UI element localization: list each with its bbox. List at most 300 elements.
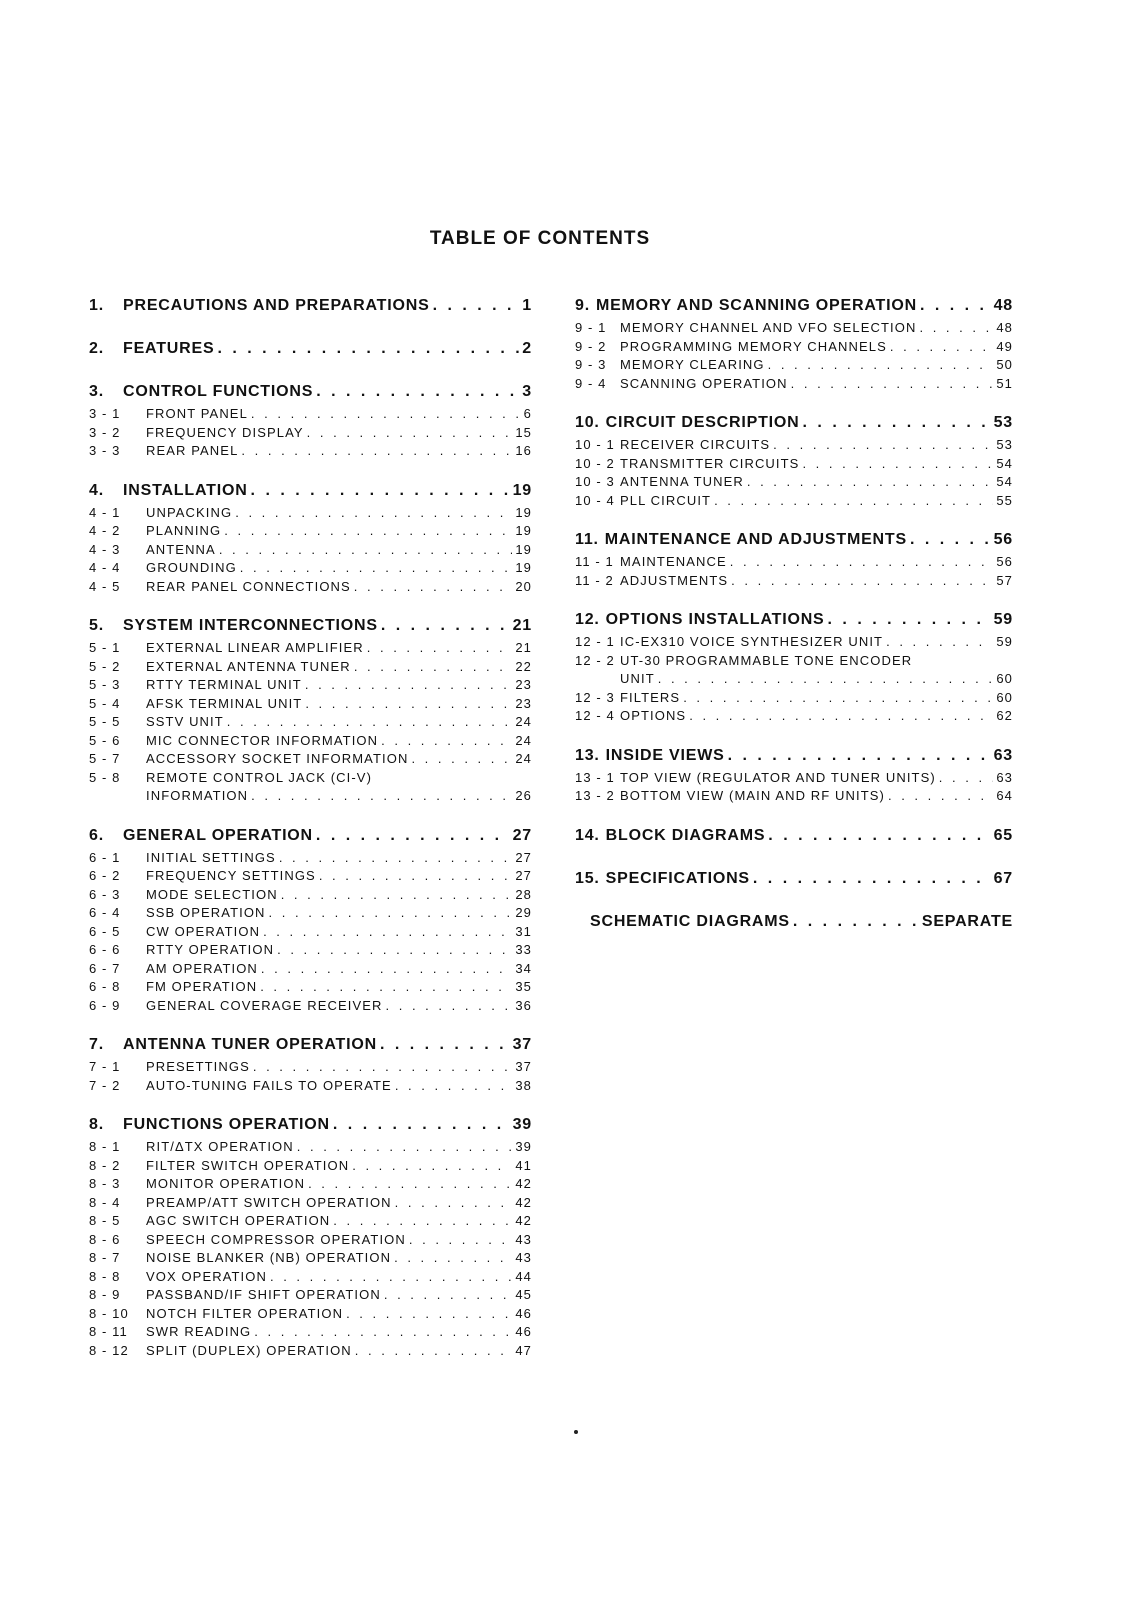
toc-subsection-page: 19 bbox=[515, 560, 532, 575]
toc-section-page: 53 bbox=[993, 414, 1013, 431]
dot-leader bbox=[910, 526, 991, 553]
toc-section-number: 6. bbox=[89, 826, 104, 844]
toc-subsection-page: 24 bbox=[515, 751, 532, 766]
toc-section-heading bbox=[89, 477, 532, 504]
toc-subsection-page: 24 bbox=[515, 732, 532, 748]
toc-subsection bbox=[89, 1342, 532, 1361]
toc-section-title-wrap bbox=[575, 292, 917, 319]
toc-subsection-title: ACCESSORY SOCKET INFORMATION bbox=[146, 751, 409, 766]
toc-section-title: CIRCUIT DESCRIPTION bbox=[605, 414, 800, 431]
toc-subsection-page: 37 bbox=[515, 1059, 532, 1074]
toc-section-title-wrap bbox=[89, 1111, 330, 1138]
toc-subsection-number: 10 - 3 bbox=[575, 474, 615, 489]
toc-section bbox=[89, 335, 532, 362]
toc-subsection-number: 6 - 1 bbox=[89, 849, 121, 865]
dot-leader bbox=[395, 1077, 513, 1096]
toc-subsection-title: PASSBAND/IF SHIFT OPERATION bbox=[146, 1287, 381, 1302]
toc-subsection-title-cont: UNIT bbox=[620, 671, 655, 686]
toc-section-number: 7. bbox=[89, 1036, 104, 1053]
toc-section-heading bbox=[89, 1031, 532, 1058]
toc-subsection-title: FM OPERATION bbox=[146, 979, 258, 994]
toc-subsection-title: PREAMP/ATT SWITCH OPERATION bbox=[146, 1194, 392, 1210]
toc-subsection-number: 7 - 2 bbox=[89, 1077, 121, 1093]
toc-subsection-page: 46 bbox=[515, 1324, 532, 1339]
toc-subsection-page: 35 bbox=[515, 979, 532, 994]
toc-section-number: 9. bbox=[575, 297, 590, 314]
toc-section-number: 3. bbox=[89, 383, 104, 400]
toc-subsection-title: RIT/ΔTX OPERATION bbox=[146, 1139, 294, 1154]
toc-subsection-title: NOISE BLANKER (NB) OPERATION bbox=[146, 1250, 392, 1265]
toc-section-heading bbox=[575, 526, 1013, 553]
toc-subsection-page: 63 bbox=[996, 769, 1013, 785]
toc-section-page: 37 bbox=[512, 1036, 532, 1053]
toc-subsection-title: IC-EX310 VOICE SYNTHESIZER UNIT bbox=[620, 634, 884, 649]
toc-subsection-number: 8 - 6 bbox=[89, 1231, 121, 1247]
toc-subsection-title: CW OPERATION bbox=[146, 923, 261, 939]
toc-subsection-number: 8 - 7 bbox=[89, 1250, 121, 1265]
toc-subsection bbox=[89, 559, 532, 578]
dot-leader bbox=[381, 612, 510, 639]
toc-subsection bbox=[575, 707, 1013, 726]
toc-schematic-title: SCHEMATIC DIAGRAMS bbox=[590, 912, 790, 930]
toc-section-number: 14. bbox=[575, 826, 600, 844]
toc-section-title: CONTROL FUNCTIONS bbox=[123, 383, 314, 400]
toc-subsection-page: 44 bbox=[515, 1268, 532, 1284]
toc-subsection-number: 13 - 2 bbox=[575, 788, 615, 803]
toc-subsection bbox=[575, 633, 1013, 652]
toc-subsection-number: 10 - 4 bbox=[575, 492, 615, 508]
dot-leader bbox=[219, 541, 513, 560]
toc-subsection bbox=[575, 455, 1013, 474]
toc-subsection-title: MIC CONNECTOR INFORMATION bbox=[146, 732, 379, 748]
toc-subsection-page: 50 bbox=[996, 357, 1013, 372]
toc-section-number: 15. bbox=[575, 869, 600, 887]
toc-subsection-number: 9 - 4 bbox=[575, 375, 607, 391]
toc-subsection-page: 15 bbox=[515, 424, 532, 440]
toc-subsection-number: 10 - 1 bbox=[575, 437, 615, 452]
toc-subsection-number: 3 - 1 bbox=[89, 406, 121, 421]
dot-leader bbox=[803, 409, 991, 436]
toc-subsection bbox=[89, 1231, 532, 1250]
dot-leader bbox=[802, 455, 993, 474]
dot-leader bbox=[263, 923, 512, 942]
toc-section bbox=[575, 742, 1013, 806]
toc-subsection-page: 60 bbox=[996, 689, 1013, 705]
toc-subsection-page: 56 bbox=[996, 554, 1013, 569]
dot-leader bbox=[279, 849, 513, 868]
dot-leader bbox=[394, 1249, 512, 1268]
toc-section-page: 3 bbox=[522, 383, 532, 400]
toc-section-title: PRECAUTIONS AND PREPARATIONS bbox=[123, 297, 430, 314]
toc-subsection-title: SWR READING bbox=[146, 1324, 252, 1339]
toc-subsection-title: SPLIT (DUPLEX) OPERATION bbox=[146, 1342, 352, 1358]
toc-subsection-title: BOTTOM VIEW (MAIN AND RF UNITS) bbox=[620, 788, 885, 803]
toc-subsection bbox=[89, 442, 532, 461]
toc-subsection-page: 51 bbox=[996, 375, 1013, 391]
toc-subsection-number: 3 - 3 bbox=[89, 443, 121, 458]
toc-section-heading bbox=[89, 292, 532, 319]
toc-section-number: 12. bbox=[575, 611, 600, 628]
toc-subsection-title: MAINTENANCE bbox=[620, 554, 727, 569]
toc-subsection-number: 4 - 5 bbox=[89, 578, 121, 594]
dot-leader bbox=[281, 886, 513, 905]
toc-subsection bbox=[575, 473, 1013, 492]
toc-subsection-title: PLL CIRCUIT bbox=[620, 492, 712, 508]
toc-section bbox=[575, 822, 1013, 849]
dot-leader bbox=[316, 822, 510, 849]
dot-leader bbox=[773, 436, 993, 455]
dot-leader bbox=[251, 787, 512, 806]
toc-subsection-title: ANTENNA bbox=[146, 541, 216, 557]
toc-subsection-title: PLANNING bbox=[146, 523, 222, 538]
toc-subsection bbox=[89, 960, 532, 979]
toc-section-title: MAINTENANCE AND ADJUSTMENTS bbox=[604, 531, 907, 548]
toc-subsection bbox=[89, 1058, 532, 1077]
toc-subsection-title: VOX OPERATION bbox=[146, 1268, 267, 1284]
toc-subsection-title: TRANSMITTER CIRCUITS bbox=[620, 455, 800, 471]
toc-section-title: SYSTEM INTERCONNECTIONS bbox=[123, 617, 378, 634]
toc-section-title-wrap bbox=[89, 612, 378, 639]
toc-subsection-title: AGC SWITCH OPERATION bbox=[146, 1213, 331, 1228]
toc-section bbox=[89, 292, 532, 319]
dot-leader bbox=[395, 1194, 513, 1213]
toc-subsection-number: 6 - 5 bbox=[89, 923, 121, 939]
toc-subsection-page: 28 bbox=[515, 886, 532, 902]
toc-section-title: OPTIONS INSTALLATIONS bbox=[605, 611, 825, 628]
toc-section-title-wrap bbox=[575, 865, 750, 892]
toc-subsection-title: FREQUENCY DISPLAY bbox=[146, 424, 304, 440]
dot-leader bbox=[260, 978, 512, 997]
toc-section-title: ANTENNA TUNER OPERATION bbox=[123, 1036, 377, 1053]
toc-section-heading bbox=[89, 378, 532, 405]
toc-subsection bbox=[89, 1323, 532, 1342]
toc-subsection-number: 11 - 2 bbox=[575, 572, 614, 588]
dot-leader bbox=[380, 1031, 510, 1058]
toc-section-title: FUNCTIONS OPERATION bbox=[123, 1116, 330, 1133]
toc-section-title-wrap bbox=[575, 822, 765, 849]
toc-left-column bbox=[89, 292, 532, 1376]
toc-subsection-page: 49 bbox=[996, 338, 1013, 354]
dot-leader bbox=[354, 658, 513, 677]
toc-subsection-page: 33 bbox=[515, 942, 532, 957]
dot-leader bbox=[411, 750, 512, 769]
dot-leader bbox=[355, 1342, 513, 1361]
toc-subsection-title: GENERAL COVERAGE RECEIVER bbox=[146, 997, 383, 1013]
toc-section-heading bbox=[575, 822, 1013, 849]
toc-subsection-page: 46 bbox=[515, 1305, 532, 1321]
toc-subsection bbox=[89, 1249, 532, 1268]
toc-section-title-wrap bbox=[89, 477, 248, 504]
toc-subsection bbox=[89, 1212, 532, 1231]
toc-subsection-number: 8 - 1 bbox=[89, 1139, 121, 1154]
toc-section-heading bbox=[575, 606, 1013, 633]
toc-subsection bbox=[89, 424, 532, 443]
toc-subsection-page: 19 bbox=[515, 541, 532, 557]
toc-schematic-entry bbox=[575, 908, 1013, 935]
toc-subsection bbox=[89, 1175, 532, 1194]
toc-subsection bbox=[89, 769, 532, 788]
dot-leader bbox=[689, 707, 993, 726]
toc-section bbox=[575, 526, 1013, 590]
toc-section-page: 56 bbox=[993, 531, 1013, 548]
toc-subsection-title: SPEECH COMPRESSOR OPERATION bbox=[146, 1231, 406, 1247]
toc-subsection-number: 8 - 10 bbox=[89, 1305, 129, 1321]
dot-leader bbox=[241, 442, 512, 461]
toc-subsection-title: RTTY TERMINAL UNIT bbox=[146, 677, 302, 692]
toc-subsection-number: 5 - 1 bbox=[89, 640, 121, 655]
toc-subsection bbox=[89, 713, 532, 732]
toc-subsection bbox=[89, 1286, 532, 1305]
toc-subsection bbox=[575, 652, 1013, 671]
toc-subsection-title: ANTENNA TUNER bbox=[620, 474, 744, 489]
toc-subsection-title: UNPACKING bbox=[146, 504, 233, 520]
dot-leader bbox=[793, 908, 919, 935]
toc-subsection-page: 27 bbox=[515, 849, 532, 865]
toc-subsection-number: 12 - 3 bbox=[575, 689, 615, 705]
dot-leader bbox=[791, 375, 994, 394]
toc-subsection-number: 6 - 7 bbox=[89, 960, 121, 976]
dot-leader bbox=[269, 904, 513, 923]
dot-leader bbox=[319, 867, 513, 886]
dot-leader bbox=[277, 941, 512, 960]
toc-section-title-wrap bbox=[89, 292, 430, 319]
dot-leader bbox=[253, 1058, 512, 1077]
toc-schematic-page: SEPARATE bbox=[921, 912, 1013, 930]
dot-leader bbox=[240, 559, 513, 578]
toc-subsection-title: MEMORY CLEARING bbox=[620, 357, 765, 372]
dot-leader bbox=[254, 1323, 512, 1342]
toc-subsection-number: 8 - 2 bbox=[89, 1157, 121, 1173]
dot-leader bbox=[305, 695, 512, 714]
toc-section-page: 39 bbox=[512, 1116, 532, 1133]
toc-section-heading bbox=[89, 612, 532, 639]
toc-subsection-number: 6 - 3 bbox=[89, 886, 121, 902]
dot-leader bbox=[409, 1231, 512, 1250]
toc-subsection-page: 45 bbox=[515, 1287, 532, 1302]
dot-leader bbox=[307, 424, 513, 443]
dot-leader bbox=[316, 378, 519, 405]
toc-subsection-page: 38 bbox=[515, 1077, 532, 1093]
dot-leader bbox=[890, 338, 993, 357]
toc-subsection bbox=[89, 1157, 532, 1176]
toc-subsection bbox=[575, 572, 1013, 591]
toc-subsection-page: 41 bbox=[515, 1157, 532, 1173]
toc-subsection-number: 9 - 3 bbox=[575, 357, 607, 372]
toc-subsection-title: AM OPERATION bbox=[146, 960, 258, 976]
toc-subsection bbox=[89, 1305, 532, 1324]
dot-leader bbox=[768, 822, 990, 849]
toc-section-number: 1. bbox=[89, 297, 104, 314]
toc-subsection bbox=[89, 639, 532, 658]
toc-subsection-page: 42 bbox=[515, 1176, 532, 1191]
toc-subsection-page: 6 bbox=[523, 406, 532, 421]
dot-leader bbox=[920, 292, 991, 319]
toc-subsection-number: 6 - 6 bbox=[89, 942, 121, 957]
toc-subsection-title: REAR PANEL CONNECTIONS bbox=[146, 578, 351, 594]
toc-section-heading bbox=[89, 1111, 532, 1138]
toc-subsection-title: TOP VIEW (REGULATOR AND TUNER UNITS) bbox=[620, 769, 936, 785]
dot-leader bbox=[433, 292, 520, 319]
toc-subsection-title: UT-30 PROGRAMMABLE TONE ENCODER bbox=[620, 652, 913, 668]
dot-leader bbox=[731, 572, 993, 591]
toc-subsection-page: 19 bbox=[515, 504, 532, 520]
toc-subsection-title: EXTERNAL ANTENNA TUNER bbox=[146, 658, 351, 674]
toc-subsection-number: 5 - 5 bbox=[89, 714, 121, 729]
toc-subsection-page: 43 bbox=[515, 1231, 532, 1247]
toc-subsection bbox=[89, 849, 532, 868]
toc-subsection-number: 6 - 9 bbox=[89, 997, 121, 1013]
toc-subsection-number: 5 - 4 bbox=[89, 695, 121, 711]
toc-subsection-title: OPTIONS bbox=[620, 708, 687, 723]
toc-section-page: 2 bbox=[522, 340, 532, 357]
toc-subsection bbox=[89, 732, 532, 751]
toc-subsection-number: 3 - 2 bbox=[89, 424, 121, 440]
toc-section-title: GENERAL OPERATION bbox=[123, 826, 313, 844]
toc-section-title: INSTALLATION bbox=[123, 481, 248, 499]
toc-subsection-title: INITIAL SETTINGS bbox=[146, 849, 276, 865]
dot-leader bbox=[919, 319, 993, 338]
dot-leader bbox=[308, 1175, 512, 1194]
dot-leader bbox=[333, 1111, 510, 1138]
toc-subsection bbox=[89, 1077, 532, 1096]
toc-subsection-page: 57 bbox=[996, 572, 1013, 588]
toc-subsection-page: 54 bbox=[996, 455, 1013, 471]
toc-subsection-page: 39 bbox=[515, 1139, 532, 1154]
toc-subsection-page: 20 bbox=[515, 578, 532, 594]
page-title: TABLE OF CONTENTS bbox=[429, 228, 651, 249]
toc-subsection-number: 6 - 4 bbox=[89, 905, 121, 920]
toc-section-title-wrap bbox=[575, 742, 725, 769]
toc-subsection bbox=[89, 676, 532, 695]
toc-subsection bbox=[575, 436, 1013, 455]
print-speck bbox=[574, 1430, 578, 1434]
toc-subsection-title: MODE SELECTION bbox=[146, 886, 278, 902]
dot-leader bbox=[886, 633, 993, 652]
dot-leader bbox=[683, 689, 993, 708]
toc-subsection-title: ADJUSTMENTS bbox=[620, 572, 729, 588]
toc-section-page: 27 bbox=[512, 826, 532, 844]
toc-subsection bbox=[89, 1138, 532, 1157]
toc-subsection-page: 62 bbox=[996, 708, 1013, 723]
toc-subsection-page: 64 bbox=[996, 788, 1013, 803]
toc-subsection-number: 8 - 11 bbox=[89, 1324, 128, 1339]
dot-leader bbox=[333, 1212, 512, 1231]
toc-subsection bbox=[89, 750, 532, 769]
toc-section-page: 19 bbox=[512, 481, 532, 499]
toc-subsection-page: 22 bbox=[515, 658, 532, 674]
toc-section-page: 21 bbox=[512, 617, 532, 634]
toc-subsection-title: MEMORY CHANNEL AND VFO SELECTION bbox=[620, 320, 917, 335]
toc-subsection-number: 4 - 1 bbox=[89, 504, 121, 520]
toc-subsection-title: REAR PANEL bbox=[146, 443, 239, 458]
toc-section-title: FEATURES bbox=[123, 340, 215, 357]
dot-leader bbox=[381, 732, 512, 751]
dot-leader bbox=[217, 335, 519, 362]
toc-subsection bbox=[89, 904, 532, 923]
toc-subsection-page: 60 bbox=[996, 671, 1013, 686]
toc-subsection-number: 8 - 12 bbox=[89, 1342, 129, 1358]
toc-subsection-number: 8 - 9 bbox=[89, 1287, 121, 1302]
toc-subsection-number: 12 - 2 bbox=[575, 652, 615, 668]
toc-section-number: 11. bbox=[575, 531, 599, 548]
toc-subsection-title: FRONT PANEL bbox=[146, 406, 248, 421]
dot-leader bbox=[270, 1268, 512, 1287]
toc-subsection bbox=[575, 787, 1013, 806]
toc-section bbox=[89, 1111, 532, 1360]
toc-subsection bbox=[575, 492, 1013, 511]
toc-subsection bbox=[575, 553, 1013, 572]
toc-subsection-page: 54 bbox=[996, 474, 1013, 489]
dot-leader bbox=[658, 670, 994, 689]
dot-leader bbox=[730, 553, 994, 572]
toc-subsection-title: SSTV UNIT bbox=[146, 714, 224, 729]
toc-subsection bbox=[89, 504, 532, 523]
toc-subsection-page: 59 bbox=[996, 634, 1013, 649]
toc-subsection-title: PRESETTINGS bbox=[146, 1059, 250, 1074]
toc-subsection-number: 9 - 2 bbox=[575, 338, 607, 354]
dot-leader bbox=[384, 1286, 512, 1305]
toc-subsection bbox=[575, 375, 1013, 394]
toc-section-title: SPECIFICATIONS bbox=[605, 869, 750, 887]
dot-leader bbox=[305, 676, 512, 695]
toc-subsection-number: 4 - 4 bbox=[89, 560, 121, 575]
toc-subsection-page: 53 bbox=[996, 437, 1013, 452]
dot-leader bbox=[352, 1157, 512, 1176]
toc-section-heading bbox=[575, 865, 1013, 892]
toc-subsection-number: 8 - 4 bbox=[89, 1194, 121, 1210]
toc-subsection-title: RTTY OPERATION bbox=[146, 942, 275, 957]
toc-subsection-page: 43 bbox=[515, 1250, 532, 1265]
toc-subsection-number: 6 - 2 bbox=[89, 868, 121, 883]
toc-subsection-page: 23 bbox=[515, 677, 532, 692]
toc-subsection-number: 8 - 8 bbox=[89, 1268, 121, 1284]
toc-section-page: 65 bbox=[993, 826, 1013, 844]
toc-section-number: 10. bbox=[575, 414, 600, 431]
toc-subsection bbox=[89, 886, 532, 905]
toc-subsection-number: 9 - 1 bbox=[575, 320, 607, 335]
toc-subsection bbox=[89, 978, 532, 997]
toc-subsection-title: SSB OPERATION bbox=[146, 905, 266, 920]
toc-subsection-number: 11 - 1 bbox=[575, 554, 614, 569]
toc-subsection-title: MONITOR OPERATION bbox=[146, 1176, 306, 1191]
toc-subsection-number: 7 - 1 bbox=[89, 1059, 121, 1074]
toc-section-title: BLOCK DIAGRAMS bbox=[605, 826, 766, 844]
toc-subsection-page: 47 bbox=[515, 1342, 532, 1358]
toc-subsection-number: 4 - 2 bbox=[89, 523, 121, 538]
toc-subsection-title: SCANNING OPERATION bbox=[620, 375, 788, 391]
dot-leader bbox=[251, 477, 510, 504]
toc-subsection-number: 4 - 3 bbox=[89, 541, 121, 557]
toc-subsection-title-cont: INFORMATION bbox=[146, 788, 249, 803]
toc-subsection-title: GROUNDING bbox=[146, 560, 237, 575]
toc-subsection-page: 16 bbox=[515, 443, 532, 458]
toc-section-title-wrap bbox=[89, 1031, 377, 1058]
toc-section bbox=[89, 378, 532, 461]
toc-subsection bbox=[89, 997, 532, 1016]
toc-subsection-number: 5 - 6 bbox=[89, 732, 121, 748]
toc-subsection-page: 23 bbox=[515, 695, 532, 711]
toc-subsection-continuation bbox=[89, 787, 532, 806]
toc-subsection bbox=[89, 1194, 532, 1213]
toc-section bbox=[89, 1031, 532, 1095]
toc-subsection-number: 6 - 8 bbox=[89, 979, 121, 994]
dot-leader bbox=[354, 578, 513, 597]
toc-right-column bbox=[575, 292, 1013, 935]
toc-subsection bbox=[575, 319, 1013, 338]
toc-section-number: 4. bbox=[89, 481, 104, 499]
toc-section-title: INSIDE VIEWS bbox=[605, 746, 725, 764]
toc-subsection bbox=[575, 769, 1013, 788]
